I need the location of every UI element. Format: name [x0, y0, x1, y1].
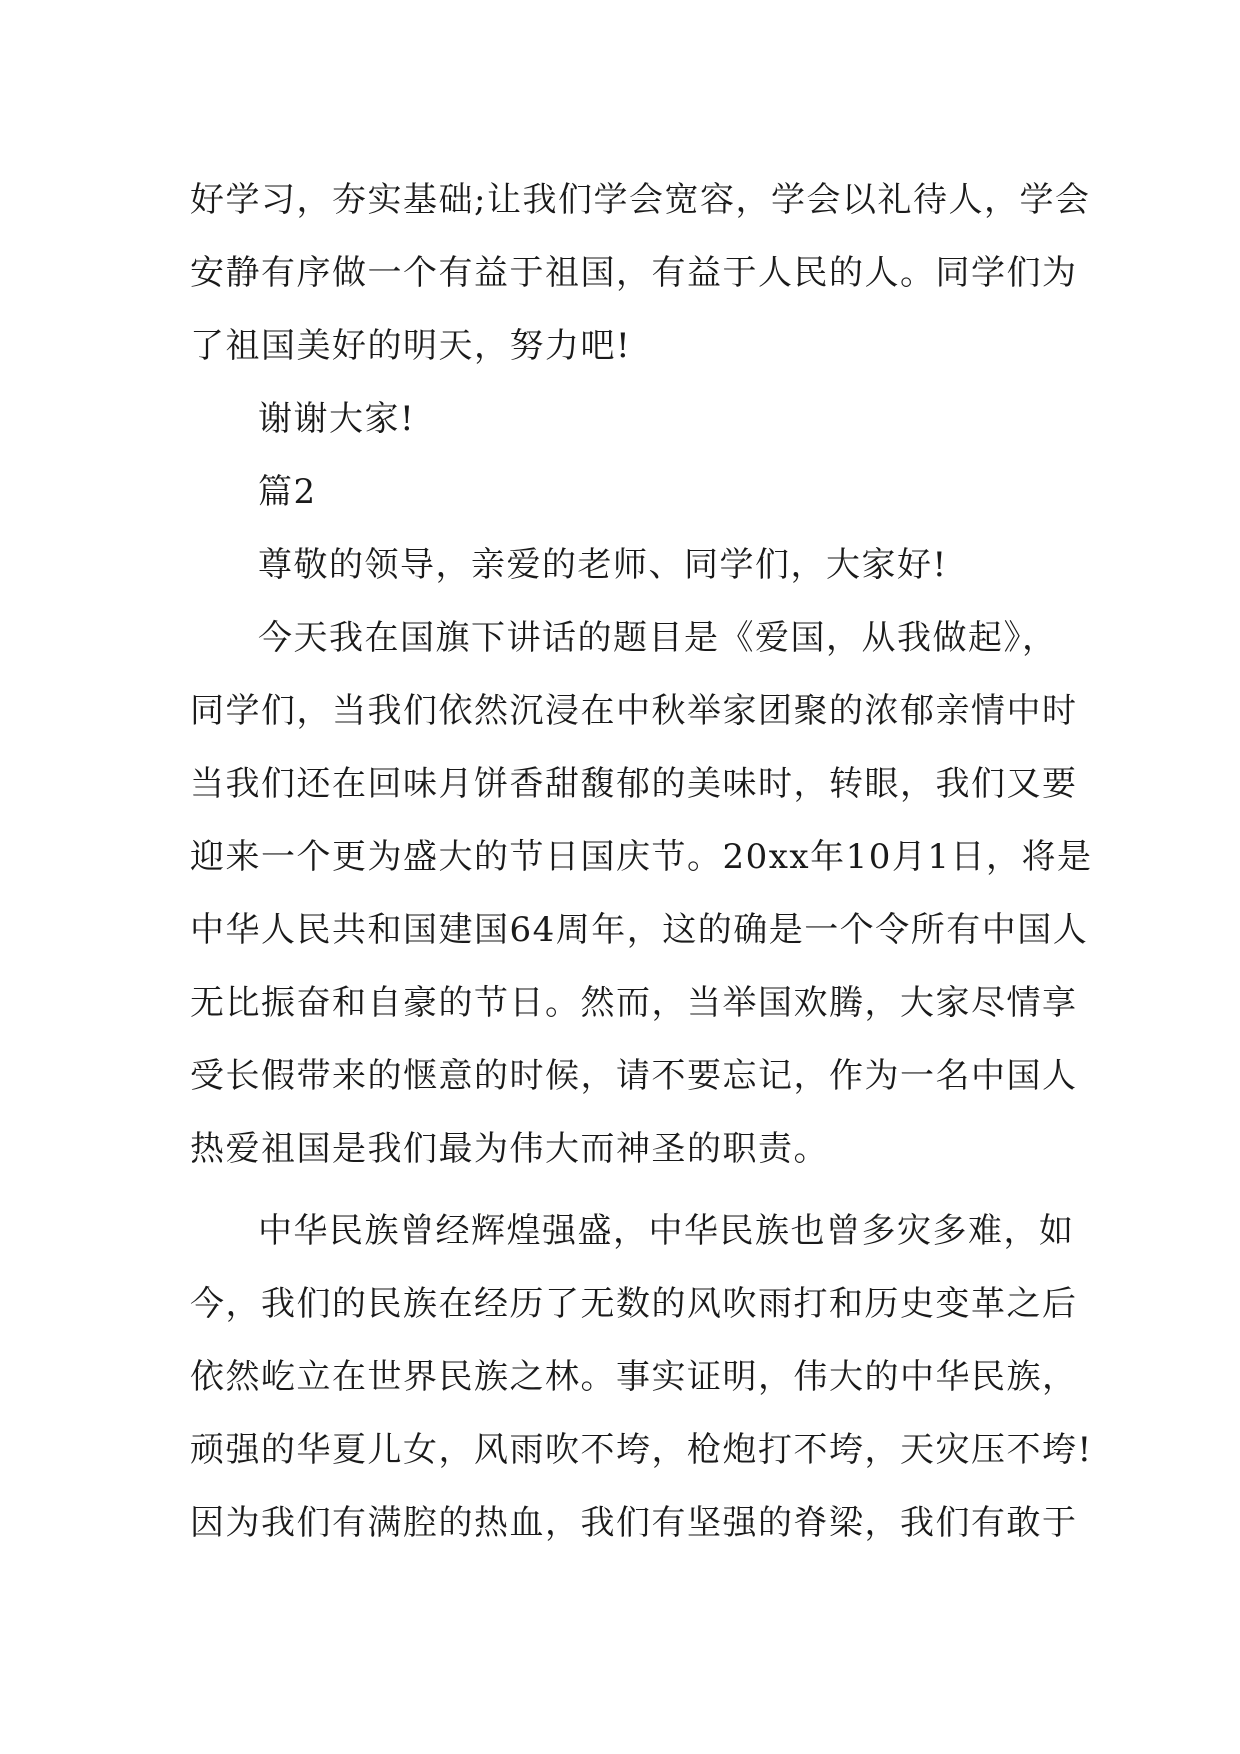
paragraph-line: 好学习，夯实基础;让我们学会宽容，学会以礼待人，学会 [190, 180, 1091, 220]
paragraph-line: 同学们，当我们依然沉浸在中秋举家团聚的浓郁亲情中时 [190, 691, 1078, 731]
section-heading: 篇2 [258, 472, 317, 512]
paragraph-line: 顽强的华夏儿女，风雨吹不垮，枪炮打不垮，天灾压不垮! [190, 1430, 1093, 1470]
paragraph-line: 依然屹立在世界民族之林。事实证明，伟大的中华民族， [190, 1357, 1078, 1397]
paragraph-line: 因为我们有满腔的热血，我们有坚强的脊梁，我们有敢于 [190, 1503, 1078, 1543]
paragraph-line: 安静有序做一个有益于祖国，有益于人民的人。同学们为 [190, 253, 1078, 293]
paragraph-line: 了祖国美好的明天，努力吧! [190, 326, 632, 366]
paragraph-line: 中华人民共和国建国64周年，这的确是一个令所有中国人 [190, 910, 1089, 950]
paragraph-line: 中华民族曾经辉煌强盛，中华民族也曾多灾多难，如 [258, 1211, 1075, 1251]
paragraph-line: 今天我在国旗下讲话的题目是《爱国，从我做起》， [258, 618, 1058, 658]
paragraph-line: 今，我们的民族在经历了无数的风吹雨打和历史变革之后 [190, 1284, 1078, 1324]
paragraph-line: 热爱祖国是我们最为伟大而神圣的职责。 [190, 1129, 829, 1169]
document-body [190, 164, 1093, 1560]
paragraph-line: 无比振奋和自豪的节日。然而，当举国欢腾，大家尽情享 [190, 983, 1078, 1023]
paragraph-line: 当我们还在回味月饼香甜馥郁的美味时，转眼，我们又要 [190, 764, 1078, 804]
paragraph-line: 受长假带来的惬意的时候，请不要忘记，作为一名中国人 [190, 1056, 1078, 1096]
paragraph-line: 迎来一个更为盛大的节日国庆节。20xx年10月1日，将是 [190, 837, 1093, 877]
salutation-line: 尊敬的领导，亲爱的老师、同学们，大家好! [258, 545, 948, 585]
closing-line: 谢谢大家! [258, 399, 416, 439]
